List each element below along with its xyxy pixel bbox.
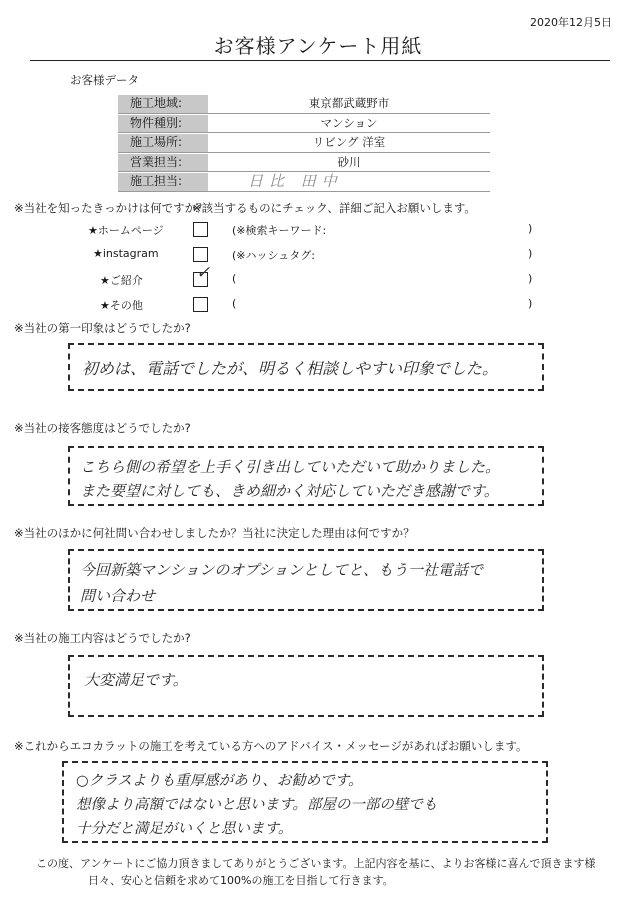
customer-data-heading: お客様データ — [70, 73, 139, 87]
customer-row-label: 施工地域: — [118, 95, 208, 113]
checkbox-referral[interactable] — [193, 263, 211, 287]
survey-date: 2020年12月5日 — [530, 16, 612, 29]
q6-question: ※これからエコカラットの施工を考えている方へのアドバイス・メッセージがあればお願いします。 — [14, 739, 528, 753]
q6-answer-line: 十分だと満足がいくと思います。 — [76, 821, 293, 837]
customer-row-label: 施工場所: — [118, 134, 208, 152]
channel-label-instagram: ★instagram — [93, 247, 159, 260]
channel-label-referral: ★ご紹介 — [100, 274, 143, 287]
footer-line-2: 日々、安心と信頼を求めて100%の施工を目指して行きます。 — [88, 874, 394, 887]
q3-answer-line: また要望に対しても、きめ細かく対応していただき感謝です。 — [80, 482, 499, 500]
customer-row-value: 東京都武蔵野市 — [308, 96, 390, 110]
q4-question: ※当社のほかに何社問い合わせしましたか？当社に決定した理由は何ですか？ — [14, 526, 415, 540]
q2-answer-box[interactable] — [68, 343, 544, 391]
q6-answer-box[interactable] — [62, 761, 548, 843]
customer-row-value: 砂川 — [337, 154, 361, 169]
customer-row-installer — [118, 173, 490, 192]
channel-label-homepage: ★ホームページ — [88, 224, 164, 237]
q3-answer-line: こちら側の希望を上手く引き出していただいて助かりました。 — [80, 458, 501, 476]
customer-row-sales-rep — [118, 154, 490, 173]
paren-close: ) — [528, 272, 533, 285]
channel-label-other: ★その他 — [100, 299, 143, 312]
q2-answer-line: 初めは、電話でしたが、明るく相談しやすい印象でした。 — [82, 359, 499, 378]
q1-question: ※当社を知ったきっかけは何ですか？ — [14, 201, 208, 215]
q4-answer-box[interactable] — [68, 549, 544, 611]
customer-row-property-type — [118, 115, 490, 134]
q3-question: ※当社の接客態度はどうでしたか? — [14, 421, 191, 435]
title-underline — [30, 60, 610, 61]
paren-close: ) — [528, 247, 533, 260]
customer-row-label: 物件種別: — [118, 115, 208, 133]
q2-question: ※当社の第一印象はどうでしたか? — [14, 321, 191, 335]
q3-answer-box[interactable] — [68, 446, 544, 506]
checkbox-other[interactable] — [193, 297, 208, 312]
channel-detail-homepage: (※検索キーワード: — [232, 224, 327, 237]
check-icon: ✓ — [196, 263, 211, 283]
channel-detail-referral: ( — [232, 272, 237, 285]
checkbox-homepage[interactable] — [193, 222, 208, 237]
q6-answer-line: ○クラスよりも重厚感があり、お勧めです。 — [76, 773, 363, 789]
q1-instruction: ※該当するものにチェック、詳細ご記入お願いします。 — [192, 201, 476, 215]
customer-data-table — [118, 95, 490, 193]
q5-answer-line: 大変満足です。 — [84, 671, 188, 689]
q6-answer-line: 想像より高額ではないと思います。部屋の一部の壁でも — [76, 797, 438, 813]
customer-row-label: 施工担当: — [118, 173, 208, 191]
paren-close: ) — [528, 297, 533, 310]
customer-row-label: 営業担当: — [118, 154, 208, 172]
channel-detail-other: ( — [232, 297, 237, 310]
page-title: お客様アンケート用紙 — [213, 34, 423, 58]
footer-line-1: この度、アンケートにご協力頂きましてありがとうございます。上記内容を基に、よりお客様に喜んで頂きます様 — [36, 857, 596, 870]
channel-detail-instagram: (※ハッシュタグ: — [232, 249, 315, 262]
q4-answer-line: 今回新築マンションのオプションとしてと、もう一社電話で — [80, 561, 483, 579]
q4-answer-line: 問い合わせ — [80, 587, 156, 605]
checkbox-instagram[interactable] — [193, 247, 208, 262]
customer-row-location — [118, 134, 490, 153]
q5-answer-box[interactable] — [68, 655, 544, 717]
q5-question: ※当社の施工内容はどうでしたか? — [14, 631, 191, 645]
customer-row-value-handwritten: 日比 田中 — [248, 172, 343, 190]
customer-row-value: マンション — [320, 115, 378, 130]
customer-row-area — [118, 95, 490, 114]
customer-row-value: リビング 洋室 — [312, 135, 386, 149]
paren-close: ) — [528, 222, 533, 235]
